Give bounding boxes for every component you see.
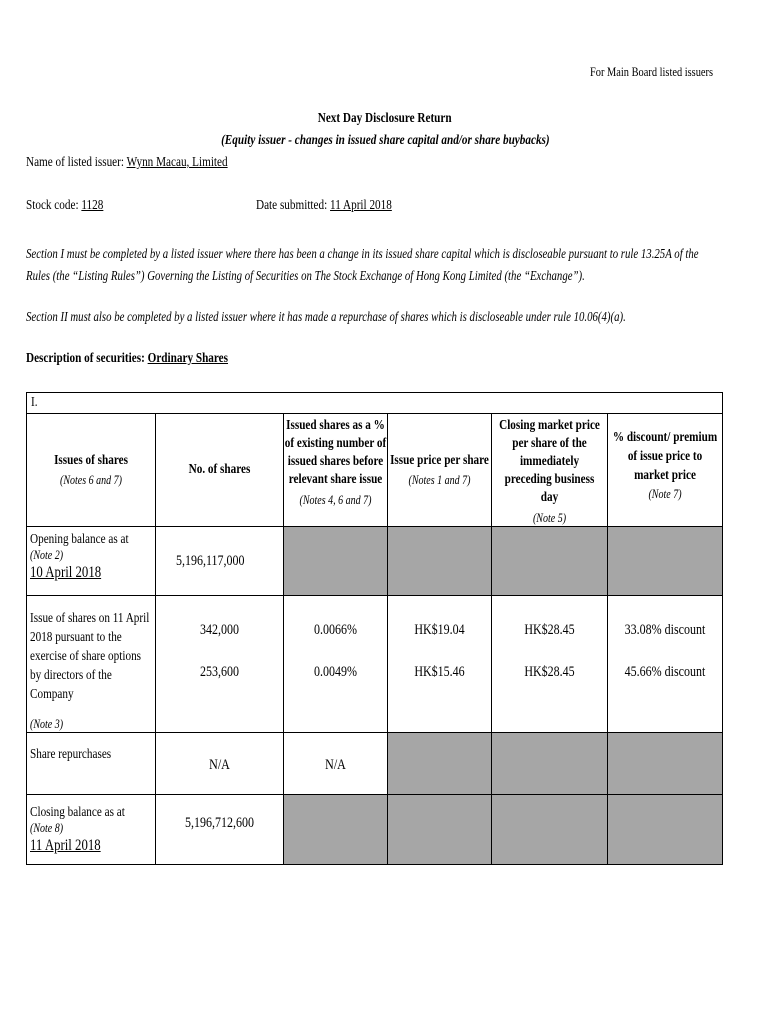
col-header-discount bbox=[608, 414, 723, 527]
issue-market-1: HK$28.45 bbox=[524, 622, 575, 638]
issuer-name-label: Name of listed issuer: bbox=[26, 155, 124, 170]
issue-label: Issue of shares on 11 April 2018 pursuant to the exercise of share options by directors of the Company bbox=[30, 611, 150, 702]
issue-note: (Note 3) bbox=[30, 717, 64, 731]
col-header-price-note: (Notes 1 and 7) bbox=[408, 472, 471, 487]
shaded-cell bbox=[388, 527, 492, 596]
col-header-market bbox=[492, 414, 608, 527]
shaded-cell bbox=[388, 795, 492, 865]
shaded-cell bbox=[492, 733, 608, 795]
opening-balance-label: Opening balance as at bbox=[30, 532, 129, 547]
repurchases-label-cell bbox=[27, 733, 156, 795]
issue-price-1: HK$19.04 bbox=[414, 622, 465, 638]
opening-balance-shares: 5,196,117,000 bbox=[176, 552, 245, 569]
col-header-pct-title: Issued shares as a % of existing number of issued shares before relevant share issue bbox=[284, 418, 387, 487]
section-cell bbox=[27, 393, 723, 414]
issue-price-2: HK$15.46 bbox=[414, 664, 465, 680]
opening-balance-shares-cell bbox=[156, 527, 284, 596]
closing-balance-label: Closing balance as at bbox=[30, 805, 125, 820]
issue-pct-2: 0.0049% bbox=[314, 664, 357, 680]
col-header-pct bbox=[284, 414, 388, 527]
stock-code-label: Stock code: bbox=[26, 198, 79, 213]
col-header-issues bbox=[27, 414, 156, 527]
repurchases-shares-cell bbox=[156, 733, 284, 795]
repurchases-pct: N/A bbox=[325, 757, 346, 773]
shaded-cell bbox=[608, 733, 723, 795]
date-submitted-value: 11 April 2018 bbox=[330, 198, 392, 213]
repurchases-label: Share repurchases bbox=[30, 747, 112, 762]
issue-market-cell bbox=[492, 596, 608, 733]
issue-pct-cell bbox=[284, 596, 388, 733]
section1-instruction: Section I must be completed by a listed issuer where there has been a change in its issued share capital which is discloseable pursuant to rule 13.25A of the Rules (the “Listing Rules”) Governing the Listing of Securities on The Stock Exchange of Hong Kong Limited (the “Exchange”). bbox=[26, 246, 699, 283]
shaded-cell bbox=[284, 527, 388, 596]
col-header-market-title: Closing market price per share of the immediately preceding business day bbox=[499, 418, 600, 505]
date-submitted-label: Date submitted: bbox=[256, 198, 328, 213]
col-header-market-note: (Note 5) bbox=[532, 511, 567, 525]
closing-balance-shares-cell bbox=[156, 795, 284, 865]
issue-shares-cell bbox=[156, 596, 284, 733]
opening-balance-date: 10 April 2018 bbox=[30, 564, 102, 581]
col-header-price bbox=[388, 414, 492, 527]
stock-code-line bbox=[26, 198, 103, 214]
securities-description-value: Ordinary Shares bbox=[147, 351, 229, 366]
page-subtitle-text: (Equity issuer - changes in issued share capital and/or share buybacks) bbox=[220, 133, 550, 148]
page-subtitle bbox=[0, 133, 770, 149]
col-header-shares bbox=[156, 414, 284, 527]
shaded-cell bbox=[608, 795, 723, 865]
closing-balance-label-cell bbox=[27, 795, 156, 865]
issue-pct-1: 0.0066% bbox=[314, 622, 357, 638]
issue-market-2: HK$28.45 bbox=[524, 664, 575, 680]
page-title bbox=[0, 111, 770, 127]
closing-balance-note: (Note 8) bbox=[30, 821, 64, 835]
opening-balance-label-cell bbox=[27, 527, 156, 596]
issue-price-cell bbox=[388, 596, 492, 733]
securities-description-label: Description of securities: bbox=[26, 351, 145, 366]
col-header-price-title: Issue price per share bbox=[390, 452, 489, 468]
repurchases-shares: N/A bbox=[209, 757, 230, 773]
shaded-cell bbox=[492, 527, 608, 596]
page-title-text: Next Day Disclosure Return bbox=[318, 111, 452, 126]
table-header-row bbox=[27, 414, 723, 527]
col-header-discount-note: (Note 7) bbox=[648, 487, 682, 501]
shaded-cell bbox=[492, 795, 608, 865]
securities-description bbox=[26, 351, 228, 367]
issue-discount-2: 45.66% discount bbox=[624, 664, 706, 680]
closing-balance-shares: 5,196,712,600 bbox=[185, 815, 254, 831]
board-label: For Main Board listed issuers bbox=[590, 64, 714, 79]
col-header-issues-note: (Notes 6 and 7) bbox=[60, 472, 122, 487]
section2-instruction: Section II must also be completed by a listed issuer where it has made a repurchase of shares which is discloseable under rule 10.06(4)(a). bbox=[26, 309, 626, 324]
repurchases-pct-cell bbox=[284, 733, 388, 795]
shaded-cell bbox=[388, 733, 492, 795]
share-capital-table bbox=[26, 392, 723, 865]
issue-of-shares-row bbox=[27, 596, 723, 733]
closing-balance-date: 11 April 2018 bbox=[30, 837, 101, 854]
issue-discount-cell bbox=[608, 596, 723, 733]
shaded-cell bbox=[284, 795, 388, 865]
opening-balance-row bbox=[27, 527, 723, 596]
col-header-discount-title: % discount/ premium of issue price to market price bbox=[612, 430, 718, 483]
date-submitted-line bbox=[256, 198, 392, 214]
col-header-shares-title: No. of shares bbox=[188, 462, 251, 477]
issue-shares-2: 253,600 bbox=[200, 664, 239, 680]
opening-balance-note: (Note 2) bbox=[30, 548, 64, 562]
issue-shares-1: 342,000 bbox=[200, 622, 239, 638]
issue-discount-1: 33.08% discount bbox=[624, 622, 706, 638]
shaded-cell bbox=[608, 527, 723, 596]
issuer-name-value: Wynn Macau, Limited bbox=[126, 155, 228, 170]
section-label: I. bbox=[31, 395, 38, 410]
col-header-issues-title: Issues of shares bbox=[54, 452, 128, 468]
issuer-name-line bbox=[26, 155, 228, 171]
stock-code-value: 1128 bbox=[81, 198, 104, 213]
issue-label-cell bbox=[27, 596, 156, 733]
col-header-pct-note: (Notes 4, 6 and 7) bbox=[299, 493, 372, 507]
section-row bbox=[27, 393, 723, 414]
share-repurchases-row bbox=[27, 733, 723, 795]
closing-balance-row bbox=[27, 795, 723, 865]
